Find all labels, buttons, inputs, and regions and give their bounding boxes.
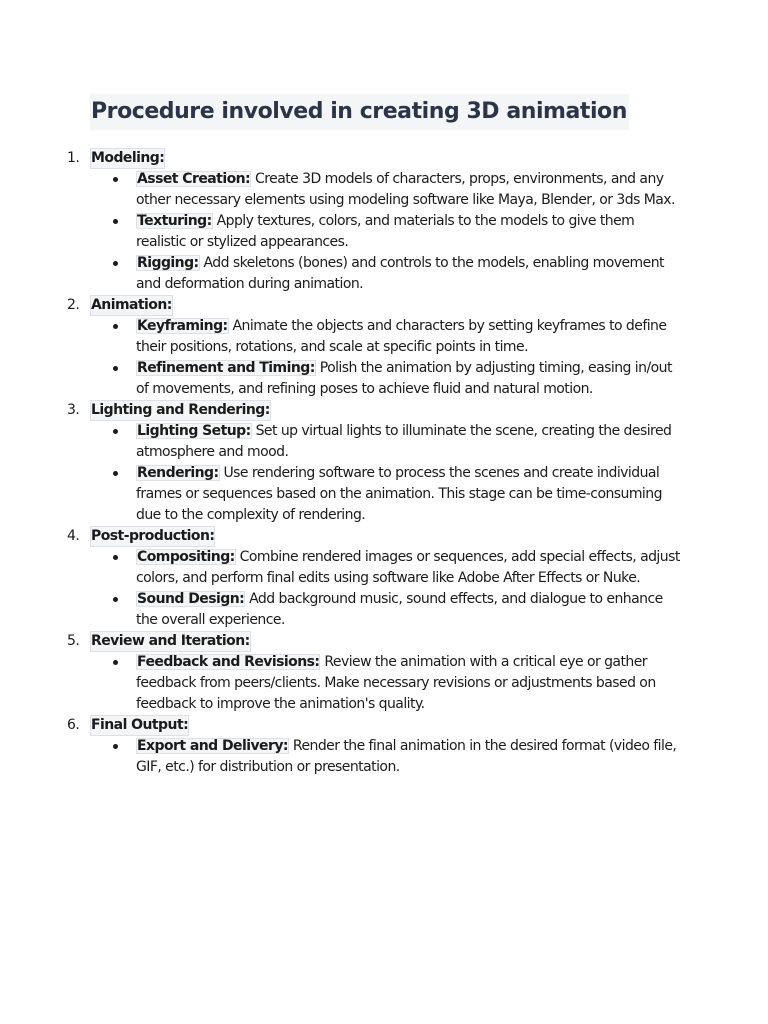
bullet-text: Use rendering software to process the scenes and create individual frames or sequences based on the animation. This stage can be time-consuming due to the complexity of rendering. [136, 465, 662, 523]
bullet-dot-icon [113, 219, 118, 224]
bullet-text: Create 3D models of characters, props, environments, and any other necessary elements using modeling software like Maya, Blender, or 3ds Max. [136, 171, 675, 208]
bullet-text: Render the final animation in the desired format (video file, GIF, etc.) for distribution or presentation. [136, 738, 677, 775]
bullet-dot-icon [113, 744, 118, 749]
bullet-term: Lighting Setup: [137, 423, 251, 439]
bullet-term: Keyframing: [137, 318, 228, 334]
bullet-text: Review the animation with a critical eye or gather feedback from peers/clients. Make necessary revisions or adjustments based on feedback to improve the animation's quality. [136, 654, 656, 712]
step-bullets [90, 316, 686, 400]
bullet-rendering [136, 463, 686, 526]
bullet-dot-icon [113, 471, 118, 476]
bullet-text: Apply textures, colors, and materials to the models to give them realistic or stylized appearances. [136, 213, 635, 250]
bullet-dot-icon [113, 597, 118, 602]
step-number: 1. [67, 150, 80, 166]
step-heading: Modeling: [90, 148, 165, 169]
step-bullets [90, 169, 686, 295]
bullet-rigging [136, 253, 686, 295]
bullet-dot-icon [113, 555, 118, 560]
bullet-term: Refinement and Timing: [137, 360, 315, 376]
bullet-dot-icon [113, 177, 118, 182]
bullet-dot-icon [113, 261, 118, 266]
step-bullets [90, 547, 686, 631]
bullet-dot-icon [113, 429, 118, 434]
step-number: 6. [67, 717, 80, 733]
bullet-dot-icon [113, 660, 118, 665]
bullet-text: Add skeletons (bones) and controls to the models, enabling movement and deformation during animation. [136, 255, 664, 292]
step-heading: Lighting and Rendering: [90, 400, 271, 421]
bullet-texturing [136, 211, 686, 253]
step-heading: Final Output: [90, 715, 189, 736]
bullet-text: Polish the animation by adjusting timing, easing in/out of movements, and refining poses to achieve fluid and natural motion. [136, 360, 672, 397]
step-final-output [67, 715, 686, 778]
step-bullets [90, 652, 686, 715]
bullet-compositing [136, 547, 686, 589]
bullet-feedback-and-revisions [136, 652, 686, 715]
bullet-term: Rendering: [137, 465, 219, 481]
step-heading: Animation: [90, 295, 173, 316]
bullet-export-and-delivery [136, 736, 686, 778]
bullet-refinement-and-timing [136, 358, 686, 400]
step-number: 4. [67, 528, 80, 544]
bullet-term: Asset Creation: [137, 171, 251, 187]
bullet-term: Feedback and Revisions: [137, 654, 320, 670]
page-title: Procedure involved in creating 3D animation [90, 94, 629, 130]
bullet-term: Rigging: [137, 255, 199, 271]
procedure-steps-list [67, 148, 686, 778]
step-number: 5. [67, 633, 80, 649]
step-number: 3. [67, 402, 80, 418]
step-post-production [67, 526, 686, 631]
bullet-lighting-setup [136, 421, 686, 463]
bullet-term: Compositing: [137, 549, 235, 565]
step-modeling [67, 148, 686, 295]
bullet-dot-icon [113, 366, 118, 371]
step-bullets [90, 736, 686, 778]
step-animation [67, 295, 686, 400]
bullet-asset-creation [136, 169, 686, 211]
step-heading: Post-production: [90, 526, 215, 547]
step-number: 2. [67, 297, 80, 313]
bullet-text: Animate the objects and characters by setting keyframes to define their positions, rotations, and scale at specific points in time. [136, 318, 667, 355]
bullet-sound-design [136, 589, 686, 631]
bullet-text: Add background music, sound effects, and dialogue to enhance the overall experience. [136, 591, 663, 628]
bullet-text: Combine rendered images or sequences, add special effects, adjust colors, and perform final edits using software like Adobe After Effects or Nuke. [136, 549, 680, 586]
bullet-keyframing [136, 316, 686, 358]
bullet-term: Sound Design: [137, 591, 245, 607]
step-review-and-iteration [67, 631, 686, 715]
step-heading: Review and Iteration: [90, 631, 251, 652]
bullet-text: Set up virtual lights to illuminate the scene, creating the desired atmosphere and mood. [136, 423, 672, 460]
bullet-dot-icon [113, 324, 118, 329]
step-lighting-and-rendering [67, 400, 686, 526]
bullet-term: Texturing: [137, 213, 212, 229]
step-bullets [90, 421, 686, 526]
bullet-term: Export and Delivery: [137, 738, 288, 754]
